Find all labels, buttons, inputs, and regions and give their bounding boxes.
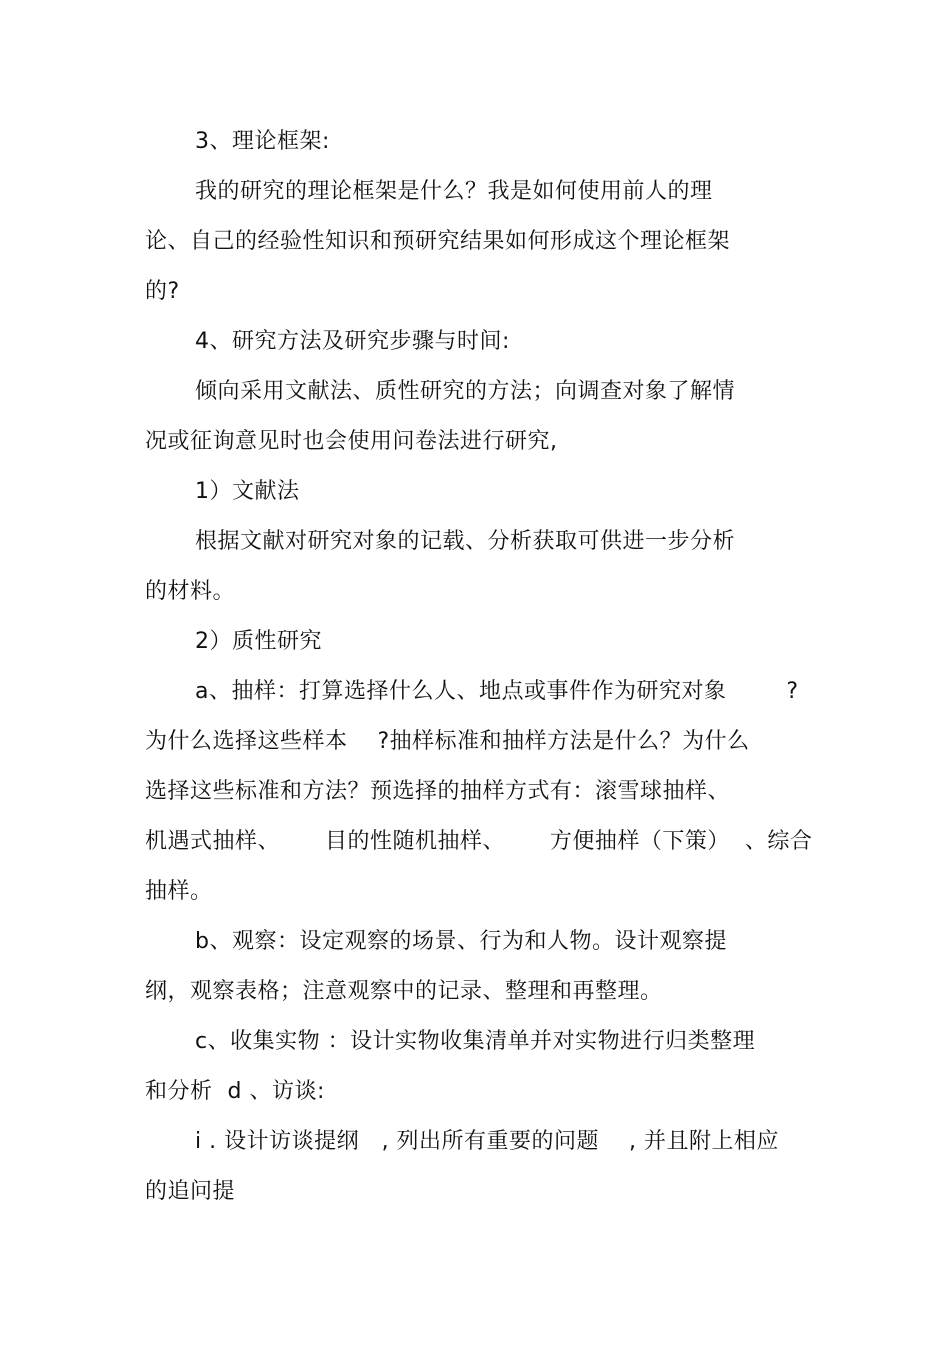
paragraph-line: 的追问提 <box>145 1179 236 1204</box>
paragraph-line: i . 设计访谈提纲 , 列出所有重要的问题 , 并且附上相应 <box>195 1129 780 1154</box>
paragraph-line: 纲，观察表格；注意观察中的记录、整理和再整理。 <box>145 979 663 1004</box>
paragraph-line: 抽样。 <box>145 879 213 904</box>
paragraph-line: 我的研究的理论框架是什么？我是如何使用前人的理 <box>195 179 713 204</box>
paragraph-line: 机遇式抽样、 目的性随机抽样、 方便抽样（下策） 、综合 <box>145 829 813 854</box>
paragraph-line: 况或征询意见时也会使用问卷法进行研究, <box>145 429 558 454</box>
paragraph-line: 的? <box>145 279 180 304</box>
paragraph-line: 根据文献对研究对象的记载、分析获取可供进一步分析 <box>195 529 736 554</box>
heading-research-methods: 4、研究方法及研究步骤与时间: <box>195 329 510 354</box>
paragraph-line: 选择这些标准和方法？预选择的抽样方式有：滚雪球抽样、 <box>145 779 731 804</box>
paragraph-line: 倾向采用文献法、质性研究的方法；向调查对象了解情 <box>195 379 736 404</box>
subheading-qualitative-research: 2）质性研究 <box>195 629 322 654</box>
paragraph-line: 和分析 d 、访谈: <box>145 1079 325 1104</box>
paragraph-line: 论、自己的经验性知识和预研究结果如何形成这个理论框架 <box>145 229 731 254</box>
heading-theoretical-framework: 3、理论框架: <box>195 129 330 154</box>
paragraph-line: 的材料。 <box>145 579 236 604</box>
paragraph-line: b、观察：设定观察的场景、行为和人物。设计观察提 <box>195 929 727 954</box>
subheading-literature-method: 1）文献法 <box>195 479 300 504</box>
paragraph-line: c、收集实物 ：设计实物收集清单并对实物进行归类整理 <box>195 1029 756 1054</box>
paragraph-line: a、抽样：打算选择什么人、地点或事件作为研究对象 ? <box>195 679 799 704</box>
paragraph-line: 为什么选择这些样本 ?抽样标准和抽样方法是什么？为什么 <box>145 729 750 754</box>
